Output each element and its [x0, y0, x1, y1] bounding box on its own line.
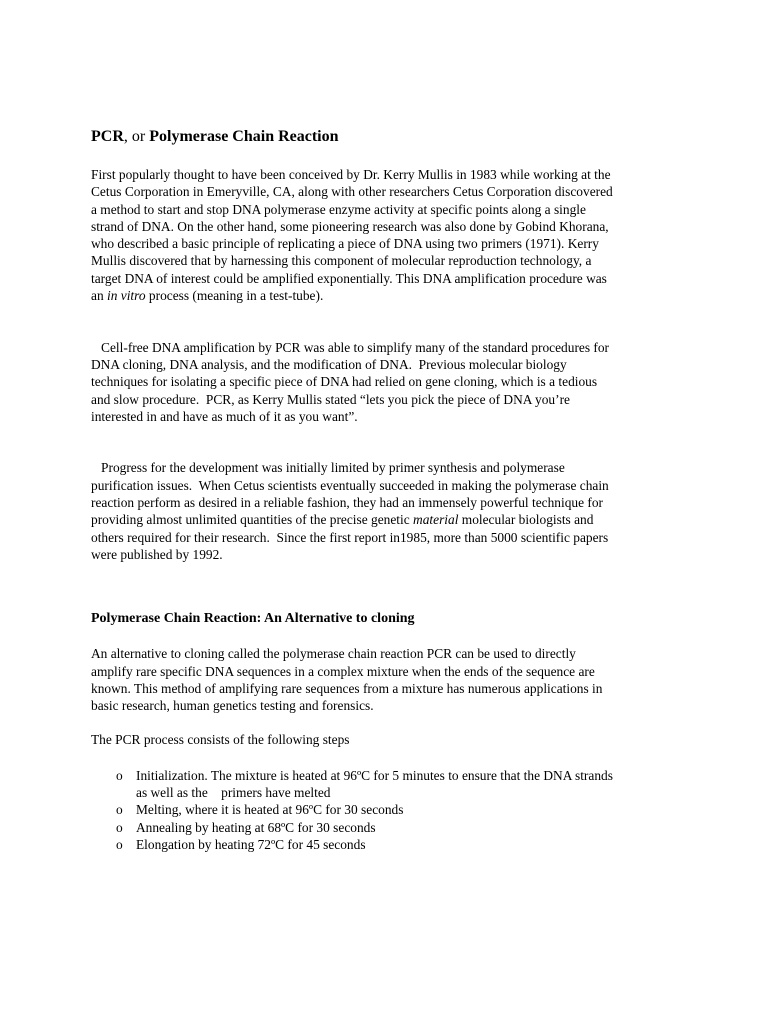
paragraph-line: amplify rare specific DNA sequences in a complex mixture when the ends of the sequence are	[91, 663, 595, 679]
title-or: , or	[123, 128, 150, 145]
paragraph-line: Mullis discovered that by harnessing this component of molecular reproduction technology, a	[91, 253, 592, 269]
list-item	[91, 801, 711, 818]
paragraph-line: Cetus Corporation in Emeryville, CA, along with other researchers Cetus Corporation discovered	[91, 184, 613, 200]
paragraph-line: others required for their research. Since the first report in1985, more than 5000 scientific papers	[91, 529, 609, 545]
paragraph-line: purification issues. When Cetus scientists eventually succeeded in making the polymerase chain	[91, 477, 609, 493]
paragraph-cell-free	[91, 321, 681, 425]
paragraph-line-suffix: process (meaning in a test-tube).	[145, 288, 324, 304]
paragraph-line: reaction perform as desired in a reliable fashion, they had an immensely powerful technique for	[91, 495, 604, 511]
paragraph-line: a method to start and stop DNA polymerase enzyme activity at specific points along a single	[91, 201, 586, 217]
paragraph-line: basic research, human genetics testing and forensics.	[91, 698, 374, 714]
paragraph-progress	[91, 442, 681, 563]
list-item	[91, 836, 711, 853]
bullet-icon: o	[116, 767, 123, 783]
section-heading: Polymerase Chain Reaction: An Alternative to cloning	[91, 611, 415, 627]
paragraph-history	[91, 166, 681, 304]
paragraph-line: known. This method of amplifying rare sequences from a mixture has numerous applications in	[91, 680, 603, 696]
step-text: Initialization. The mixture is heated at 96ºC for 5 minutes to ensure that the DNA strands	[136, 767, 613, 783]
step-text: Annealing by heating at 68ºC for 30 seconds	[136, 819, 376, 835]
steps-intro: The PCR process consists of the following steps	[91, 732, 350, 748]
paragraph-line: First popularly thought to have been conceived by Dr. Kerry Mullis in 1983 while working at the	[91, 167, 611, 182]
paragraph-line: strand of DNA. On the other hand, some pioneering research was also done by Gobind Khorana,	[91, 218, 609, 234]
paragraph-line: interested in and have as much of it as you want”.	[91, 408, 358, 424]
list-item	[91, 767, 711, 802]
paragraph-line: and slow procedure. PCR, as Kerry Mullis stated “lets you pick the piece of DNA you’re	[91, 391, 570, 407]
paragraph-line-prefix: an	[91, 288, 107, 304]
paragraph-alternative	[91, 645, 681, 714]
paragraph-line: An alternative to cloning called the polymerase chain reaction PCR can be used to directly	[91, 646, 576, 662]
paragraph-line: Progress for the development was initially limited by primer synthesis and polymerase	[91, 460, 565, 476]
page-title	[91, 127, 681, 147]
document-content	[91, 127, 681, 853]
title-full: Polymerase Chain Reaction	[149, 128, 339, 145]
paragraph-line-prefix: providing almost unlimited quantities of the precise genetic	[91, 512, 414, 528]
paragraph-line-suffix: molecular biologists and	[458, 512, 594, 528]
step-text: Melting, where it is heated at 96ºC for 30 seconds	[136, 802, 404, 818]
steps-list	[91, 767, 681, 853]
title-pcr: PCR	[91, 128, 124, 145]
bullet-icon: o	[116, 836, 123, 852]
paragraph-line: were published by 1992.	[91, 546, 223, 562]
italic-term: in vitro	[107, 288, 146, 304]
paragraph-line: DNA cloning, DNA analysis, and the modification of DNA. Previous molecular biology	[91, 356, 567, 372]
step-text: Elongation by heating 72ºC for 45 seconds	[136, 836, 366, 852]
bullet-icon: o	[116, 819, 123, 835]
bullet-icon: o	[116, 802, 123, 818]
list-item	[91, 819, 711, 836]
paragraph-line: Cell-free DNA amplification by PCR was able to simplify many of the standard procedures for	[91, 339, 610, 355]
paragraph-line: techniques for isolating a specific piece of DNA had relied on gene cloning, which is a tedious	[91, 374, 598, 390]
italic-term: material	[413, 512, 459, 528]
paragraph-line: who described a basic principle of replicating a piece of DNA using two primers (1971). Kerry	[91, 236, 599, 252]
paragraph-line: target DNA of interest could be amplified exponentially. This DNA amplification procedure was	[91, 270, 607, 286]
step-text: as well as the primers have melted	[136, 785, 331, 801]
